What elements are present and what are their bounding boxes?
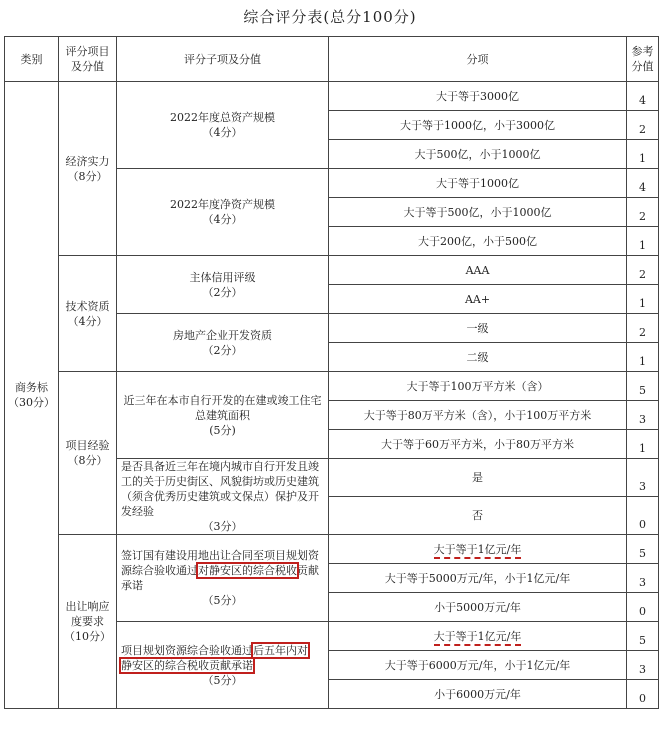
header-score: 参考 分值 (627, 37, 659, 82)
option-cell: AAA (329, 256, 627, 285)
score-cell: 0 (627, 680, 659, 709)
item-cell-proj: 项目经验 （8分） (59, 372, 117, 535)
sub-area: 近三年在本市自行开发的在建或竣工住宅总建筑面积 (5分) (117, 372, 329, 459)
page-title: 综合评分表(总分100分) (243, 8, 417, 26)
option-cell: 大于等于6000万元/年，小于1亿元/年 (329, 651, 627, 680)
table-row (5, 82, 659, 111)
option-cell (329, 622, 627, 651)
option-cell: 二级 (329, 343, 627, 372)
option-cell (329, 535, 627, 564)
score-cell: 5 (627, 372, 659, 401)
table-row (5, 256, 659, 285)
option-cell: 一级 (329, 314, 627, 343)
option-cell: 小于6000万元/年 (329, 680, 627, 709)
highlight-box: 静安区的综合税收贡献承诺 (121, 658, 253, 672)
option-cell: 大于等于1000亿 (329, 169, 627, 198)
score-cell: 3 (627, 401, 659, 430)
dashed-underline: 大于等于1亿元/年 (434, 543, 522, 559)
sub-tax-commitment-1: 签订国有建设用地出让合同至项目规划资源综合验收通过对静安区的综合税收贡献承诺 （5分） (117, 535, 329, 622)
score-cell: 1 (627, 285, 659, 314)
sub-qualification: 房地产企业开发资质 （2分） (117, 314, 329, 372)
sub-credit: 主体信用评级 （2分） (117, 256, 329, 314)
score-cell: 1 (627, 430, 659, 459)
table-row (5, 372, 659, 401)
score-cell: 1 (627, 343, 659, 372)
header-item: 评分项目 及分值 (59, 37, 117, 82)
option-cell: 大于200亿，小于500亿 (329, 227, 627, 256)
table-row (5, 535, 659, 564)
sub-net-assets: 2022年度净资产规模 （4分） (117, 169, 329, 256)
option-cell: 大于等于60万平方米，小于80万平方米 (329, 430, 627, 459)
option-cell: 大于等于100万平方米（含） (329, 372, 627, 401)
highlight-box: 对静安区的综合税收 (198, 564, 297, 577)
score-cell: 4 (627, 82, 659, 111)
sub-heritage: 是否具备近三年在境内城市自行开发且竣工的关于历史街区、风貌街坊或历史建筑（须含优秀历史建筑或文保点）保护及开发经验 （3分） (117, 459, 329, 535)
sub-total-assets: 2022年度总资产规模 （4分） (117, 82, 329, 169)
option-cell: 大于等于3000亿 (329, 82, 627, 111)
score-cell: 5 (627, 622, 659, 651)
header-category: 类别 (5, 37, 59, 82)
option-cell: 是 (329, 459, 627, 497)
score-cell: 4 (627, 169, 659, 198)
score-cell: 1 (627, 140, 659, 169)
option-cell: 大于等于80万平方米（含），小于100万平方米 (329, 401, 627, 430)
item-cell-resp: 出让响应度要求 （10分） (59, 535, 117, 709)
item-cell-tech: 技术资质 （4分） (59, 256, 117, 372)
option-cell: 大于等于500亿，小于1000亿 (329, 198, 627, 227)
score-cell: 2 (627, 198, 659, 227)
category-cell: 商务标 （30分） (5, 82, 59, 709)
option-cell: 大于500亿，小于1000亿 (329, 140, 627, 169)
header-option: 分项 (329, 37, 627, 82)
highlight-box: 后五年内对 (253, 643, 308, 657)
item-cell-econ: 经济实力 （8分） (59, 82, 117, 256)
sub-tax-commitment-2: 项目规划资源综合验收通过后五年内对 静安区的综合税收贡献承诺 （5分） (117, 622, 329, 709)
score-cell: 3 (627, 459, 659, 497)
score-cell: 3 (627, 651, 659, 680)
option-cell: 否 (329, 497, 627, 535)
header-sub: 评分子项及分值 (117, 37, 329, 82)
score-cell: 1 (627, 227, 659, 256)
score-cell: 5 (627, 535, 659, 564)
dashed-underline: 大于等于1亿元/年 (434, 630, 522, 646)
scoring-table (4, 36, 659, 709)
score-cell: 2 (627, 111, 659, 140)
score-cell: 3 (627, 564, 659, 593)
score-cell: 0 (627, 497, 659, 535)
score-cell: 0 (627, 593, 659, 622)
option-cell: 小于5000万元/年 (329, 593, 627, 622)
option-cell: 大于等于5000万元/年，小于1亿元/年 (329, 564, 627, 593)
option-cell: AA+ (329, 285, 627, 314)
option-cell: 大于等于1000亿，小于3000亿 (329, 111, 627, 140)
score-cell: 2 (627, 256, 659, 285)
score-cell: 2 (627, 314, 659, 343)
